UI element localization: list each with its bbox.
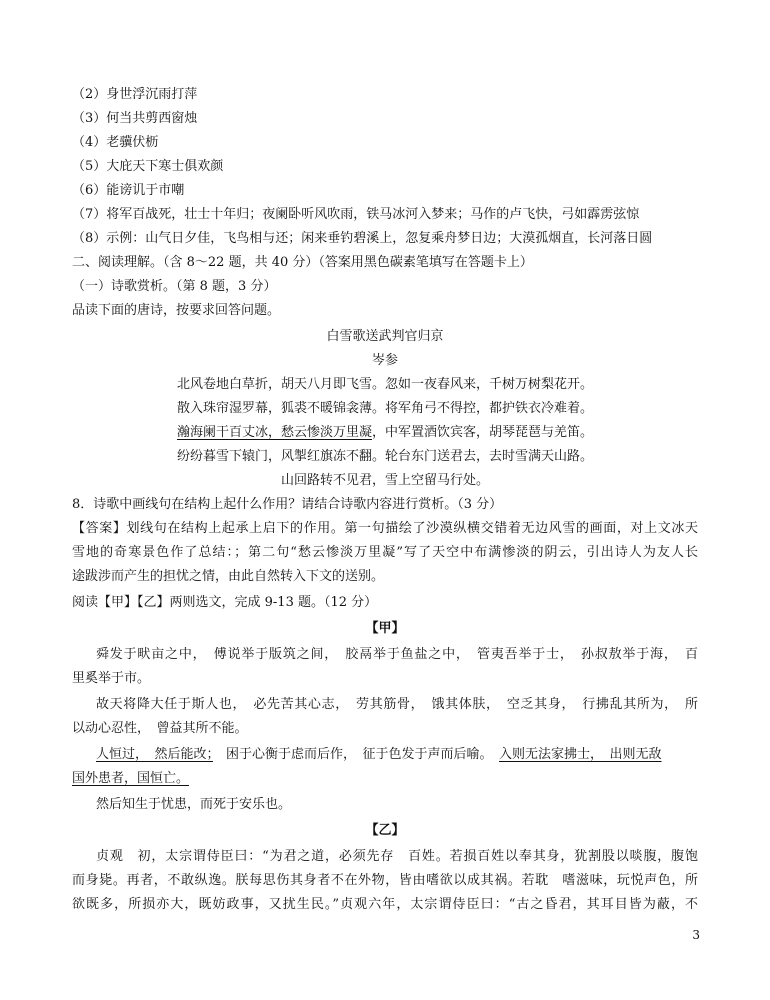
answer-line-5: （5）大庇天下寒士俱欢颜 — [72, 159, 224, 174]
jia-paragraph-4: 然后知生于忧患，而死于安乐也。 — [96, 797, 292, 812]
answer-line-8: （8）示例：山气日夕佳，飞鸟相与还；闲来垂钓碧溪上，忽复乘舟梦日边；大漠孤烟直，长河落日圆 — [72, 231, 653, 246]
section-heading: 二、阅读理解。（含 8～22 题，共 40 分）（答案用黑色碳素笔填写在答题卡上） — [72, 255, 533, 270]
answer-line-3: （3）何当共剪西窗烛 — [72, 111, 198, 126]
jia-paragraph-2-line-2: 以动心忍性， 曾益其所不能。 — [72, 721, 248, 736]
jia-paragraph-1-line-2: 里奚举于市。 — [72, 671, 151, 686]
poem-line-2: 散入珠帘湿罗幕，狐裘不暖锦衾薄。将军角弓不得控，都护铁衣冷难着。 — [176, 401, 593, 416]
poem-line-3 — [0, 424, 770, 442]
passage-jia-title: 【甲】 — [365, 621, 405, 636]
answer-line-2: （2）身世浮沉雨打萍 — [72, 87, 198, 102]
poem-underlined-text: 瀚海阑干百丈冰，愁云惨淡万里凝 — [176, 425, 372, 440]
poem-title: 白雪歌送武判官归京 — [326, 329, 444, 344]
answer-line-6: （6）能谤讥于市嘲 — [72, 183, 185, 198]
jia-paragraph-3-line-1 — [96, 746, 662, 764]
jia-paragraph-3-middle: 困于心衡于虑而后作， 征于色发于声而后喻。 — [213, 747, 500, 762]
poem-author: 岑参 — [371, 353, 398, 368]
jia-paragraph-1-line-1: 舜发于畎亩之中， 傅说举于版筑之间， 胶鬲举于鱼盐之中， 管夷吾举于士， 孙叔敖举于海， 百 — [96, 647, 698, 662]
answer-line-7: （7）将军百战死，壮士十年归；夜阑卧听风吹雨，铁马冰河入梦来；马作的卢飞快，弓如霹雳弦惊 — [72, 207, 640, 222]
subsection-heading: （一）诗歌赏析。（第 8 题，3 分） — [72, 279, 277, 294]
yi-line-2: 而身毙。再者，不敢纵逸。朕每思伤其身者不在外物，皆由嗜欲以成其祸。若耽 嗜滋味，玩悦声色，所 — [72, 873, 698, 888]
poem-line-1: 北风卷地白草折，胡天八月即飞雪。忽如一夜春风来，千树万树梨花开。 — [176, 377, 593, 392]
poem-line-3-rest: ，中军置酒饮宾客，胡琴琵琶与羌笛。 — [372, 425, 594, 440]
jia-paragraph-3-line-2: 国外患者，国恒亡。 — [72, 771, 190, 786]
answer-8-line-2: 雪地的奇寒景色作了总结：；第二句“愁云惨淡万里凝”写了天空中布满惨淡的阴云，引出诗人为友人长 — [72, 545, 698, 560]
jia-underlined-text-2: 入则无法家拂士， 出则无敌 — [499, 747, 662, 762]
poem-line-5: 山回路转不见君，雪上空留马行处。 — [280, 473, 489, 488]
answer-line-4: （4）老骥伏枥 — [72, 135, 159, 150]
question-8: 8．诗歌中画线句在结构上起什么作用？请结合诗歌内容进行赏析。（3 分） — [72, 497, 503, 512]
answer-8-line-3: 途跋涉而产生的担忧之情，由此自然转入下文的送别。 — [72, 569, 385, 584]
yi-line-3: 欲既多，所损亦大，既妨政事，又扰生民。”贞观六年，太宗谓侍臣曰：“古之昏君，其耳目皆为蔽，不 — [72, 897, 698, 912]
poem-line-4: 纷纷暮雪下辕门，风掣红旗冻不翻。轮台东门送君去，去时雪满天山路。 — [176, 449, 593, 464]
poem-instruction: 品读下面的唐诗，按要求回答问题。 — [72, 303, 281, 318]
answer-8-line-1: 【答案】划线句在结构上起承上启下的作用。第一句描绘了沙漠纵横交错着无边风雪的画面，对上文冰天 — [72, 521, 698, 536]
reading-instruction: 阅读【甲】【乙】两则选文，完成 9-13 题。（12 分） — [72, 595, 378, 610]
yi-line-1: 贞观 初，太宗谓侍臣曰：“为君之道，必须先存 百姓。若损百姓以奉其身，犹割股以啖腹，腹饱 — [96, 849, 698, 864]
jia-underlined-text-1: 人恒过， 然后能改； — [96, 747, 214, 762]
passage-yi-title: 【乙】 — [365, 823, 405, 838]
jia-paragraph-2-line-1: 故天将降大任于斯人也， 必先苦其心志， 劳其筋骨， 饿其体肤， 空乏其身， 行拂乱其所为， 所 — [96, 697, 698, 712]
page-number: 3 — [692, 928, 700, 942]
